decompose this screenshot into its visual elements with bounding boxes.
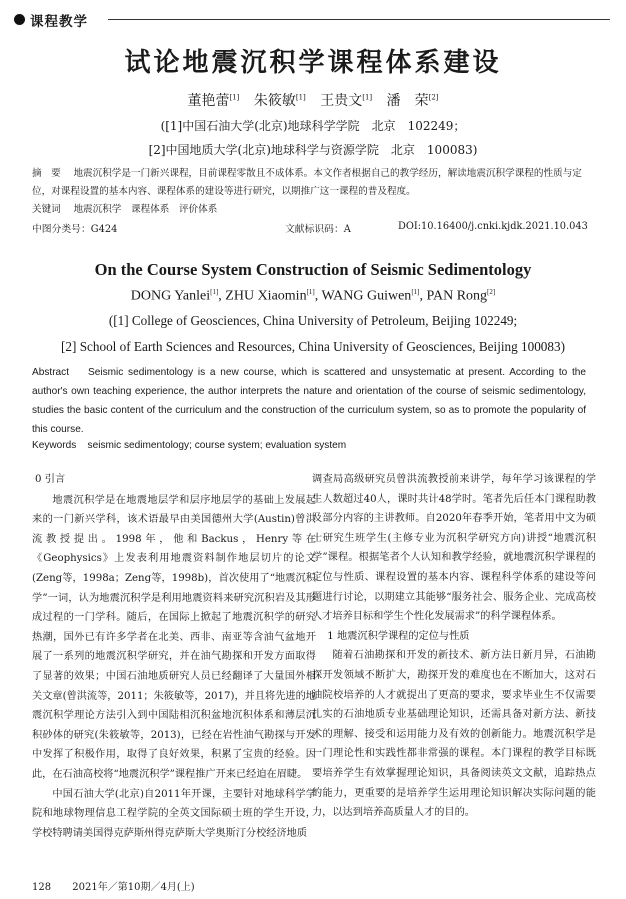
body-column-left: [32, 470, 316, 862]
author-name: PAN Rong: [426, 288, 488, 304]
english-abstract: [32, 363, 586, 439]
keywords-text: seismic sedimentology; course system; evaluation system: [87, 440, 347, 451]
author-name: 王贵文: [320, 93, 363, 109]
english-affiliation-2: [2] School of Earth Sciences and Resources, China University of Geosciences, Beijing 100083): [61, 339, 565, 354]
bullet-dot-icon: [14, 14, 25, 25]
issue-info: 2021年／第10期／4月(上): [72, 882, 195, 893]
page-footer: [32, 878, 195, 893]
english-authors: DONG Yanlei[1], ZHU Xiaomin[1], WANG Guiwen[1], PAN Rong[2]: [130, 288, 496, 304]
keywords-text: 地震沉积学 课程体系 评价体系: [73, 204, 218, 215]
body-paragraph-continued: 调查局高级研究员曾洪流教授前来讲学，每年学习该课程的学生人数超过40人，课时共计48学时。笔者先后任本门课程助教及部分内容的主讲教师。自2020年春季开始，笔者用中文为硕士研究生班学生(主修专业为沉积学研究方向)讲授“地震沉积学”课程。根据笔者个人认知和教学经验，就地震沉积学课程的定位与性质、课程设置的基本内容、课程科学体系的建设等问题进行讨论，以期建立其能够“服务社会、服务企业、完成高校人才培养目标和学生个性化发展需求”的科学课程体系。: [312, 474, 596, 623]
abstract-text: Seismic sedimentology is a new course, which is scattered and unsystematic at present. According to the author's own teaching experience, the author interprets the nature and orientation of the course of seismic sedimentology, studies the basic content of the curriculum and the construction of the curriculum system, so as to promote the popularity of this course.: [32, 367, 587, 435]
author-mark: [1]: [229, 93, 240, 102]
body-paragraph: 中国石油大学(北京)自2011年开课，主要针对地球科学学院和地球物理信息工程学院的全英文国际硕士班的学生开设，学校特聘请美国得克萨斯州得克萨斯大学奥斯汀分校经济地质: [32, 788, 316, 839]
section-header: [14, 10, 610, 30]
author-name: 董艳蕾: [187, 93, 230, 109]
keywords-label: Keywords: [32, 440, 77, 451]
author-mark: [1]: [362, 93, 373, 102]
abstract-label: Abstract: [32, 367, 70, 378]
chinese-affiliation-1: ([1]中国石油大学(北京)地球科学学院 北京 102249；: [160, 119, 466, 133]
section-label: 课程教学: [30, 14, 88, 30]
keywords-label: 关键词: [32, 204, 61, 215]
section-heading: 1 地震沉积学课程的定位与性质: [327, 630, 470, 642]
english-affiliation-1: ([1] College of Geosciences, China University of Petroleum, Beijing 102249;: [108, 313, 518, 328]
author-mark: [2]: [428, 93, 439, 102]
author-name: ZHU Xiaomin: [225, 288, 307, 304]
author-name: 朱筱敏: [253, 93, 296, 109]
doi: DOI:10.16400/j.cnki.kjdk.2021.10.043: [398, 221, 588, 232]
body-paragraph: 地震沉积学是在地震地层学和层序地层学的基础上发展起来的一门新兴学科，该术语最早由美国德州大学(Austin)曾洪流教授提出。1998年，他和Backus，Henry等在《Geophysics》上发表利用地震资料制作地层切片的论文(Zeng等，1998a；Zeng等，1998b)，首次使用了“地震沉积学”一词，认为地震沉积学是利用地震资料来研究沉积岩及其形成过程的一门学科。随后，在国际上掀起了地震沉积学的研究热潮，国外已有许多学者在北美、西非、南亚等含油气盆地开展了一系列的地震沉积学研究，并在油气勘探和开发方面取得了显著的效果；中国石油地质研究人员已经翻译了大量国外相关文章(曾洪流等，2011；朱筱敏等，2017)，并且将先进的地震沉积学理论方法引入到中国陆相沉积盆地沉积体系和薄层沉积砂体的研究(朱筱敏等，2013)，已经在岩性油气勘探与开发中发挥了积极作用，取得了良好效果，积累了宝贵的经验。因此，在石油高校将“地震沉积学”课程推广开来已经迫在眉睫。: [32, 494, 316, 780]
author-mark: [1]: [210, 288, 219, 296]
abstract-label: 摘 要: [32, 168, 61, 179]
author-mark: [1]: [411, 288, 420, 296]
author-mark: [1]: [295, 93, 306, 102]
english-keywords: [32, 440, 346, 451]
abstract-text: 地震沉积学是一门新兴课程，目前课程零散且不成体系。本文作者根据自己的教学经历，解读地震沉积学课程的性质与定位，对课程设置的基本内容、课程体系的建设等进行研究，以期推广这一课程的普及程度。: [32, 168, 582, 197]
author-mark: [1]: [306, 288, 315, 296]
chinese-keywords: [32, 201, 592, 219]
header-rule: [108, 19, 610, 20]
author-mark: [2]: [487, 288, 496, 296]
author-name: DONG Yanlei: [130, 288, 211, 304]
chinese-authors: [0, 90, 626, 110]
section-heading: 0 引言: [35, 474, 66, 485]
chinese-title: 试论地震沉积学课程体系建设: [124, 48, 502, 78]
body-column-right: [312, 470, 596, 862]
author-name: WANG Guiwen: [321, 288, 412, 304]
page-number: 128: [32, 882, 52, 893]
classification-number: 中图分类号：G424: [32, 224, 118, 235]
chinese-abstract: [32, 165, 592, 201]
author-name: 潘 荣: [386, 93, 429, 109]
english-title: On the Course System Construction of Seismic Sedimentology: [94, 260, 532, 279]
document-code: 文献标识码：A: [285, 224, 351, 235]
chinese-affiliation-2: [2]中国地质大学(北京)地球科学与资源学院 北京 100083): [148, 143, 478, 157]
body-paragraph: 随着石油勘探和开发的新技术、新方法日新月异，石油勘探开发领域不断扩大，勘探开发的难度也在不断加大，这对石油院校培养的人才就提出了更高的要求，要求毕业生不仅需要扎实的石油地质专业基础理论知识，还需具备对新方法、新技术的理解、接受和运用能力及有效的创新能力。地震沉积学是一门理论性和实践性都非常强的课程。本门课程的教学目标既要培养学生有效掌握理论知识，具备阅读英文文献，追踪热点的能力，更重要的是培养学生运用理论知识解决实际问题的能力，以达到培养高质量人才的目的。: [312, 650, 596, 819]
